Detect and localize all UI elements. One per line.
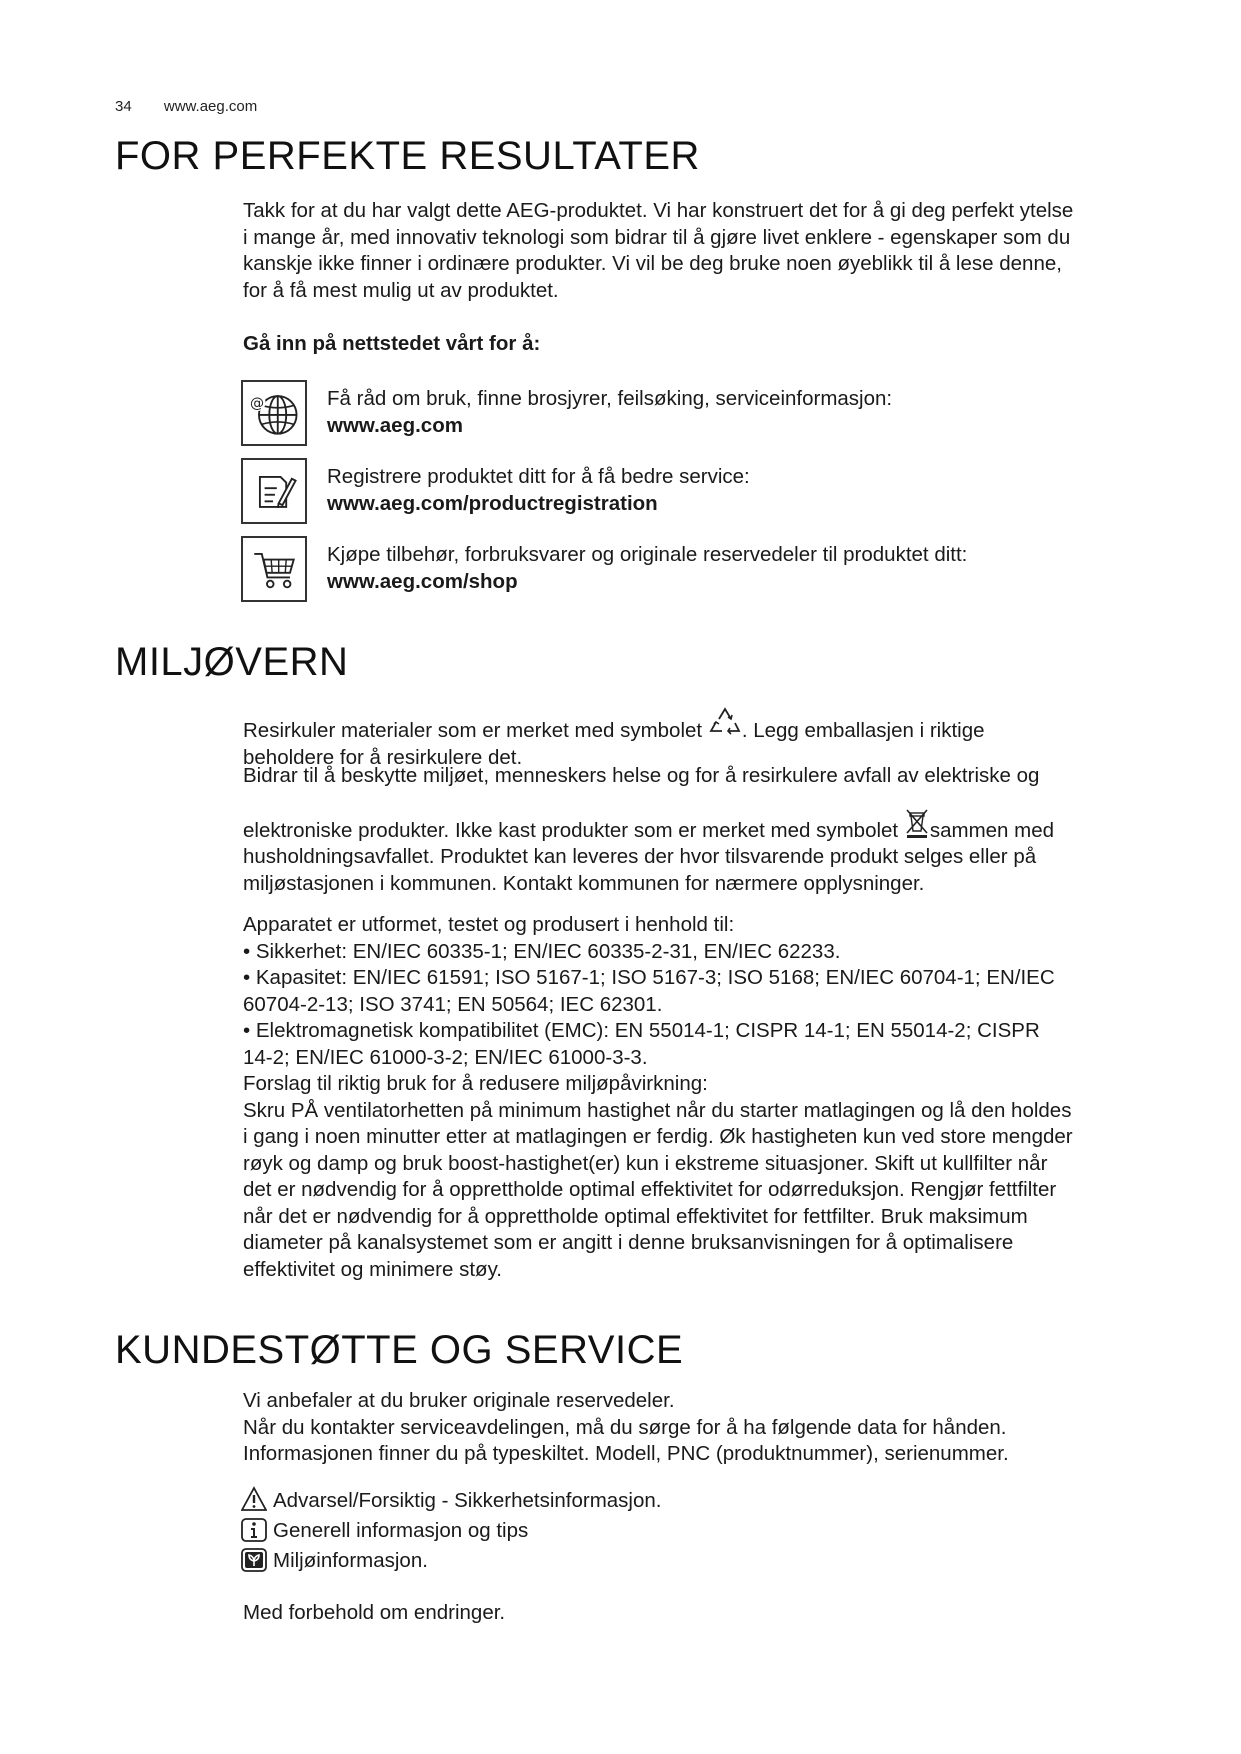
standards-line: når det er nødvendig for å opprettholde optimal effektivitet for fettfilter. Bruk maksimum (243, 1204, 1028, 1228)
recycle-text-post: . Legg emballasjen i riktige (741, 719, 985, 742)
link-url-registration[interactable]: www.aeg.com/productregistration (327, 492, 658, 515)
standards-line: i gang i noen minutter etter at matlagingen er ferdig. Øk hastigheten kun ved store mengder (243, 1125, 1073, 1148)
link-item-registration (241, 458, 1141, 528)
link-description: Registrere produktet ditt for å få bedre service: (327, 465, 750, 488)
globe-at-icon (241, 380, 307, 446)
registration-pen-icon (241, 458, 307, 524)
support-line: Vi anbefaler at du bruker originale reservedeler. (243, 1389, 675, 1412)
standards-line: • Kapasitet: EN/IEC 61591; ISO 5167-1; ISO 5167-3; ISO 5168; EN/IEC 60704-1; EN/IEC (243, 966, 1055, 989)
intro-line: kanskje ikke finner i ordinære produkter. Vi vil be deg bruke noen øyeblikk til å lese denne, (243, 252, 1062, 275)
footer-note: Med forbehold om endringer. (243, 1601, 506, 1624)
link-description: Kjøpe tilbehør, forbruksvarer og originale reservedeler til produktet ditt: (327, 543, 968, 566)
shopping-cart-icon (241, 536, 307, 602)
section-title-environment: MILJØVERN (115, 640, 349, 684)
weee-text (243, 763, 1163, 897)
page-header (115, 98, 257, 115)
recycle-text (243, 705, 1163, 771)
section-title-results: FOR PERFEKTE RESULTATER (115, 134, 700, 178)
weee-line: husholdningsavfallet. Produktet kan leveres der hvor tilsvarende produkt selges eller på (243, 845, 1037, 868)
symbol-legend (241, 1486, 662, 1576)
legend-text: Advarsel/Forsiktig - Sikkerhetsinformasjon. (273, 1489, 662, 1512)
standards-line: diameter på kanalsystemet som er angitt i denne bruksanvisningen for å optimalisere (243, 1231, 1014, 1254)
svg-text:@: @ (250, 395, 265, 412)
support-line: Når du kontakter serviceavdelingen, må du sørge for å ha følgende data for hånden. (243, 1415, 1007, 1439)
legend-item-info (241, 1516, 662, 1546)
weee-text-post: sammen med (929, 818, 1055, 842)
crossed-bin-icon (904, 805, 930, 839)
header-site: www.aeg.com (163, 98, 258, 115)
standards-line: effektivitet og minimere støy. (243, 1257, 502, 1281)
link-description: Få råd om bruk, finne brosjyrer, feilsøking, serviceinformasjon: (327, 387, 893, 410)
standards-line: • Elektromagnetisk kompatibilitet (EMC): EN 55014-1; CISPR 14-1; EN 55014-2; CISPR (243, 1019, 1040, 1042)
link-url-shop[interactable]: www.aeg.com/shop (327, 570, 518, 593)
environment-leaf-icon (241, 1548, 267, 1572)
standards-line: • Sikkerhet: EN/IEC 60335-1; EN/IEC 60335-2-31, EN/IEC 62233. (243, 939, 841, 963)
recycle-text-line2: beholdere for å resirkulere det. (243, 745, 523, 769)
standards-line: 14-2; EN/IEC 61000-3-2; EN/IEC 61000-3-3. (243, 1045, 648, 1069)
info-icon (241, 1518, 267, 1542)
support-line: Informasjonen finner du på typeskiltet. Modell, PNC (produktnummer), serienummer. (243, 1442, 1009, 1465)
intro-line: for å få mest mulig ut av produktet. (243, 278, 559, 302)
link-url-aeg[interactable]: www.aeg.com (327, 414, 463, 437)
weee-line: miljøstasjonen i kommunen. Kontakt kommunen for nærmere opplysninger. (243, 871, 925, 895)
legend-item-environment (241, 1546, 662, 1576)
standards-line: 60704-2-13; ISO 3741; EN 50564; IEC 62301. (243, 992, 663, 1016)
intro-text (243, 198, 1163, 304)
legend-item-warning (241, 1486, 662, 1516)
warning-triangle-icon (241, 1486, 267, 1512)
standards-line: røyk og damp og bruk boost-hastighet(er) kun i ekstreme situasjoner. Skift ut kullfilter når (243, 1151, 1048, 1175)
intro-line: Takk for at du har valgt dette AEG-produktet. Vi har konstruert det for å gi deg perfekt ytelse (243, 199, 1074, 222)
standards-line: Forslag til riktig bruk for å redusere miljøpåvirkning: (243, 1072, 708, 1095)
visit-heading: Gå inn på nettstedet vårt for å: (243, 332, 541, 355)
link-item-support (241, 380, 1141, 450)
recycle-icon (708, 705, 742, 737)
weee-line: Bidrar til å beskytte miljøet, menneskers helse og for å resirkulere avfall av elektriske og (243, 764, 1040, 787)
standards-line: Apparatet er utformet, testet og produsert i henhold til: (243, 913, 735, 936)
link-item-shop (241, 536, 1141, 606)
section-title-support: KUNDESTØTTE OG SERVICE (115, 1328, 684, 1372)
support-text (243, 1388, 1163, 1468)
page-number: 34 (115, 98, 132, 115)
recycle-text-pre: Resirkuler materialer som er merket med symbolet (243, 719, 703, 742)
weee-text-pre: elektroniske produkter. Ikke kast produkter som er merket med symbolet (243, 818, 899, 842)
standards-text (243, 912, 1163, 1283)
standards-line: Skru PÅ ventilatorhetten på minimum hastighet når du starter matlagingen og lå den holdes (243, 1098, 1072, 1122)
legend-text: Miljøinformasjon. (273, 1549, 428, 1572)
legend-text: Generell informasjon og tips (273, 1519, 529, 1542)
standards-line: det er nødvendig for å opprettholde optimal effektivitet for odørreduksjon. Rengjør fettfilter (243, 1178, 1057, 1201)
intro-line: i mange år, med innovativ teknologi som bidrar til å gjøre livet enklere - egenskaper som du (243, 225, 1071, 249)
